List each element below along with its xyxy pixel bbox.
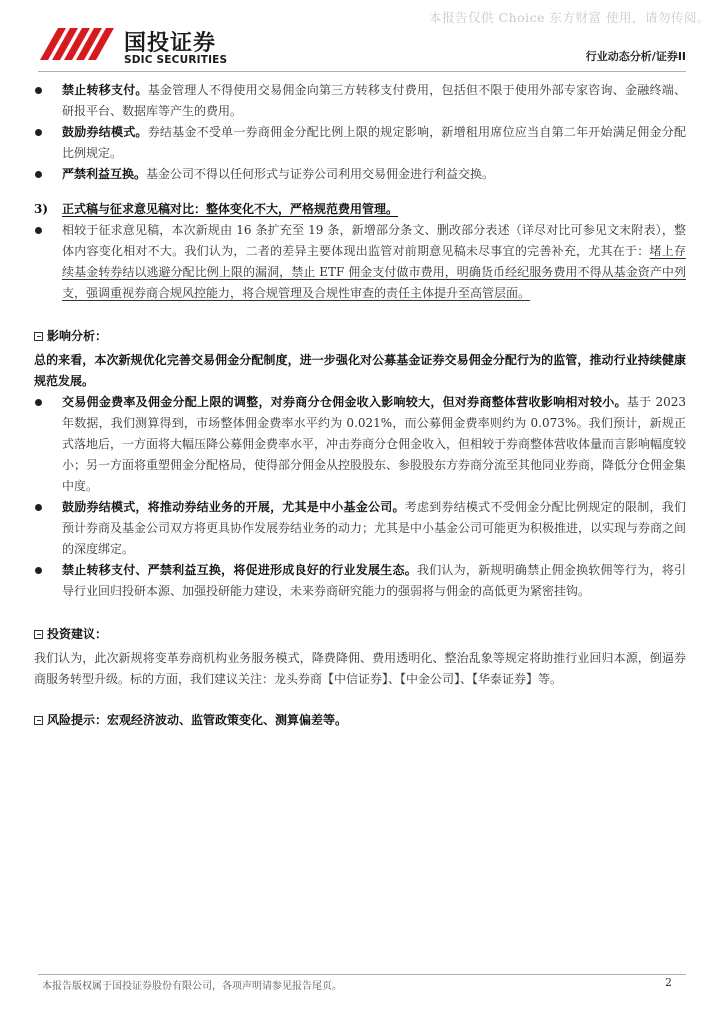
- bullet-lead: 禁止转移支付。: [62, 83, 148, 97]
- impact-heading-text: 影响分析：: [47, 329, 108, 343]
- bullet-lead: 鼓励券结模式。: [62, 125, 148, 139]
- company-logo: [40, 26, 240, 70]
- impact-summary: 总的来看，本次新规优化完善交易佣金分配制度，进一步强化对公募基金证券交易佣金分配行为的监管，推动行业持续健康规范发展。: [34, 353, 686, 388]
- bullet-item: [34, 497, 686, 560]
- page-number: 2: [665, 976, 672, 989]
- bullet-dot-icon: [35, 504, 42, 511]
- bullet-dot-icon: [35, 567, 42, 574]
- bullet-lead: 交易佣金费率及佣金分配上限的调整，对券商分仓佣金收入影响较大，但对券商整体营收影响相对较小。: [62, 395, 627, 409]
- collapse-box-icon: [34, 630, 43, 639]
- bullet-body: 基金公司不得以任何形式与证券公司利用交易佣金进行利益交换。: [146, 167, 495, 181]
- logo-english-name: SDIC SECURITIES: [124, 54, 228, 66]
- page-header: [38, 22, 686, 70]
- bullet-lead: 鼓励券结模式，将推动券结业务的开展，尤其是中小基金公司。: [62, 500, 405, 514]
- collapse-box-icon: [34, 332, 43, 341]
- bullet-body: 考虑到券结模式不受佣金分配比例规定的限制，我们预计券商及基金公司双方将更具协作发展券结业务的动力；尤其是中小基金公司可能更为积极推进，以实现与券商之间的深度绑定。: [62, 500, 687, 556]
- section-title: 正式稿与征求意见稿对比：整体变化不大，严格规范费用管理。: [62, 202, 399, 216]
- collapse-box-icon: [34, 716, 43, 725]
- bullet-lead: 严禁利益互换。: [62, 167, 147, 181]
- risk-heading: [34, 710, 686, 731]
- advice-heading: [34, 624, 686, 645]
- logo-chinese-name: 国投证券: [124, 31, 217, 56]
- bullet-item: [34, 392, 686, 497]
- advice-heading-text: 投资建议：: [47, 627, 108, 641]
- bullet-body: 相较于征求意见稿，本次新规由 16 条扩充至 19 条，新增部分条文、删改部分表述（详尽对比可参见文末附表），整体内容变化相对不大。我们认为，二者的差异主要体现出监管对前期意见稿未尽事宜的完善补充，尤其在于：: [62, 223, 686, 258]
- bullet-item: [34, 164, 686, 185]
- header-divider: [38, 71, 686, 72]
- bullet-item: [34, 560, 686, 602]
- section-3-heading: [34, 199, 686, 220]
- footer-divider: [38, 974, 686, 975]
- bullet-body-underlined: 堵上存续基金转券结以逃避分配比例上限的漏洞，禁止 ETF 佣金支付做市费用，明确货币经纪服务费用不得从基金资产中列支，强调重视券商合规风控能力，将合规管理及合规性审查的责任主体提升至高管层面。: [62, 244, 686, 300]
- advice-body: 我们认为，此次新规将变革券商机构业务服务模式，降费降佣、费用透明化、整治乱象等规定将助推行业回归本源，倒逼券商服务转型升级。标的方面，我们建议关注：龙头券商【中信证券】、【中金公司】、【华泰证券】等。: [34, 651, 686, 686]
- bullet-dot-icon: [35, 227, 42, 234]
- report-body: [34, 80, 686, 731]
- risk-text: 风险提示：宏观经济波动、监管政策变化、测算偏差等。: [47, 713, 348, 727]
- bullet-body: 券结基金不受单一券商佣金分配比例上限的规定影响，新增租用席位应当自第二年开始满足佣金分配比例规定。: [62, 125, 686, 160]
- bullet-item: [34, 220, 686, 304]
- bullet-item: [34, 122, 686, 164]
- bullet-item: [34, 80, 686, 122]
- bullet-dot-icon: [35, 171, 42, 178]
- bullet-body: 基于 2023 年数据，我们测算得到，市场整体佣金费率水平约为 0.021%，而公募佣金费率则约为 0.073%。我们预计，新规正式落地后，一方面将大幅压降公募佣金费率水平，冲击券商分仓佣金收入，但相较于券商整体营收体量而言影响幅度较小；另一方面将重塑佣金分配格局，使得部分佣金从控股股东、参股股东方券商分流至其他同业券商，降低分仓佣金集中度。: [62, 395, 687, 493]
- bullet-dot-icon: [35, 87, 42, 94]
- watermark: 本报告仅供 Choice 东方财富 使用，请勿传阅。: [429, 10, 710, 25]
- bullet-dot-icon: [35, 399, 42, 406]
- bullet-dot-icon: [35, 129, 42, 136]
- footer-disclaimer: 本报告版权属于国投证券股份有限公司，各项声明请参见报告尾页。: [42, 981, 342, 992]
- bullet-lead: 禁止转移支付、严禁利益互换，将促进形成良好的行业发展生态。: [62, 563, 417, 577]
- logo-stripes-icon: [40, 28, 118, 60]
- report-type-label: 行业动态分析/证券II: [585, 50, 686, 63]
- bullet-body: 我们认为，新规明确禁止佣金换软佣等行为，将引导行业回归投研本源、加强投研能力建设，未来券商研究能力的强弱将与佣金的高低更为紧密挂钩。: [62, 563, 686, 598]
- bullet-body: 基金管理人不得使用交易佣金向第三方转移支付费用，包括但不限于使用外部专家咨询、金融终端、研报平台、数据库等产生的费用。: [62, 83, 686, 118]
- section-number: 3): [34, 202, 49, 216]
- impact-heading: [34, 326, 686, 347]
